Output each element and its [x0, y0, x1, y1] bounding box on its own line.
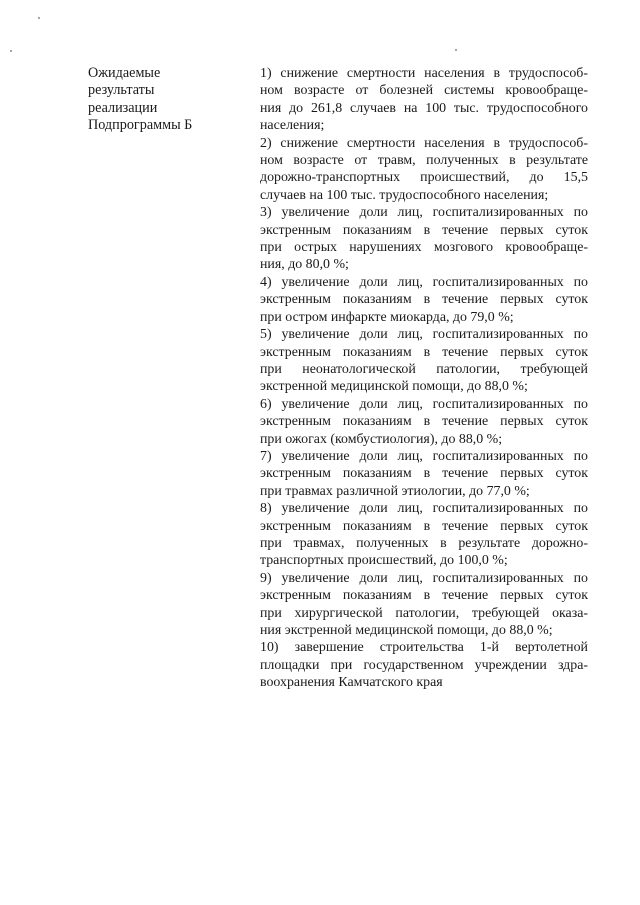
result-item-line: ния до 261,8 случаев на 100 тыс. трудоспособного — [260, 100, 588, 116]
result-item-line: экстренным показаниям в течение первых суток — [260, 466, 588, 482]
result-item-line: при острых нарушениях мозгового кровообраще- — [260, 240, 588, 256]
result-item — [260, 570, 588, 640]
result-item-line: 2) снижение смертности населения в трудоспособ- — [260, 135, 588, 151]
result-item-line: экстренным показаниям в течение первых суток — [260, 518, 588, 534]
result-item-line: ном возрасте от травм, полученных в результате — [260, 153, 588, 169]
section-label-line: Подпрограммы Б — [88, 117, 193, 134]
result-item — [260, 135, 588, 205]
result-item-line: ния экстренной медицинской помощи, до 88,0 %; — [260, 623, 553, 638]
result-item-line: при хирургической патологии, требующей оказа- — [260, 605, 588, 621]
result-item-line: 5) увеличение доли лиц, госпитализированных по — [260, 327, 588, 343]
result-item-line: 9) увеличение доли лиц, госпитализированных по — [260, 570, 588, 586]
result-item-line: экстренным показаниям в течение первых суток — [260, 292, 588, 308]
result-item — [260, 274, 588, 326]
section-label — [88, 65, 238, 135]
result-item — [260, 500, 588, 570]
result-item-line: экстренной медицинской помощи, до 88,0 %; — [260, 379, 528, 395]
result-item-line: ном возрасте от болезней системы кровообраще- — [260, 83, 588, 99]
result-item-line: при травмах различной этиологии, до 77,0 %; — [260, 483, 530, 499]
result-item-line: транспортных происшествий, до 100,0 %; — [260, 553, 508, 569]
result-item — [260, 204, 588, 274]
result-item-line: при неонатологической патологии, требующей — [260, 361, 588, 377]
result-item — [260, 639, 588, 691]
result-item-line: 8) увеличение доли лиц, госпитализированных по — [260, 501, 588, 517]
scan-speck — [455, 49, 457, 51]
result-item-line: 4) увеличение доли лиц, госпитализированных по — [260, 274, 588, 290]
result-item — [260, 396, 588, 448]
section-label-line: Ожидаемые — [88, 65, 161, 81]
result-item-line: случаев на 100 тыс. трудоспособного населения; — [260, 187, 549, 203]
result-item-line: 1) снижение смертности населения в трудоспособ- — [260, 66, 588, 81]
expected-results-list — [260, 65, 588, 692]
result-item-line: 7) увеличение доли лиц, госпитализированных по — [260, 448, 588, 464]
scan-speck — [38, 17, 40, 19]
result-item — [260, 65, 588, 135]
result-item-line: 3) увеличение доли лиц, госпитализированных по — [260, 205, 588, 221]
result-item-line: экстренным показаниям в течение первых суток — [260, 414, 588, 430]
section-label-line: реализации — [88, 99, 158, 116]
result-item-line: ния, до 80,0 %; — [260, 257, 349, 273]
result-item-line: воохранения Камчатского края — [260, 675, 443, 691]
result-item-line: 6) увеличение доли лиц, госпитализированных по — [260, 396, 588, 412]
result-item-line: дорожно-транспортных происшествий, до 15,5 — [260, 170, 588, 186]
result-item — [260, 326, 588, 396]
scan-speck — [10, 50, 12, 52]
result-item-line: при остром инфаркте миокарда, до 79,0 %; — [260, 309, 514, 325]
result-item-line: при травмах, полученных в результате дорожно- — [260, 535, 588, 551]
section-label-line: результаты — [88, 82, 155, 99]
result-item-line: экстренным показаниям в течение первых суток — [260, 344, 588, 360]
result-item-line: экстренным показаниям в течение первых суток — [260, 222, 588, 238]
result-item-line: 10) завершение строительства 1-й вертолетной — [260, 640, 588, 656]
result-item-line: населения; — [260, 118, 325, 134]
result-item-line: экстренным показаниям в течение первых суток — [260, 588, 588, 604]
result-item-line: площадки при государственном учреждении здра- — [260, 657, 588, 673]
result-item-line: при ожогах (комбустиология), до 88,0 %; — [260, 431, 503, 447]
result-item — [260, 448, 588, 500]
